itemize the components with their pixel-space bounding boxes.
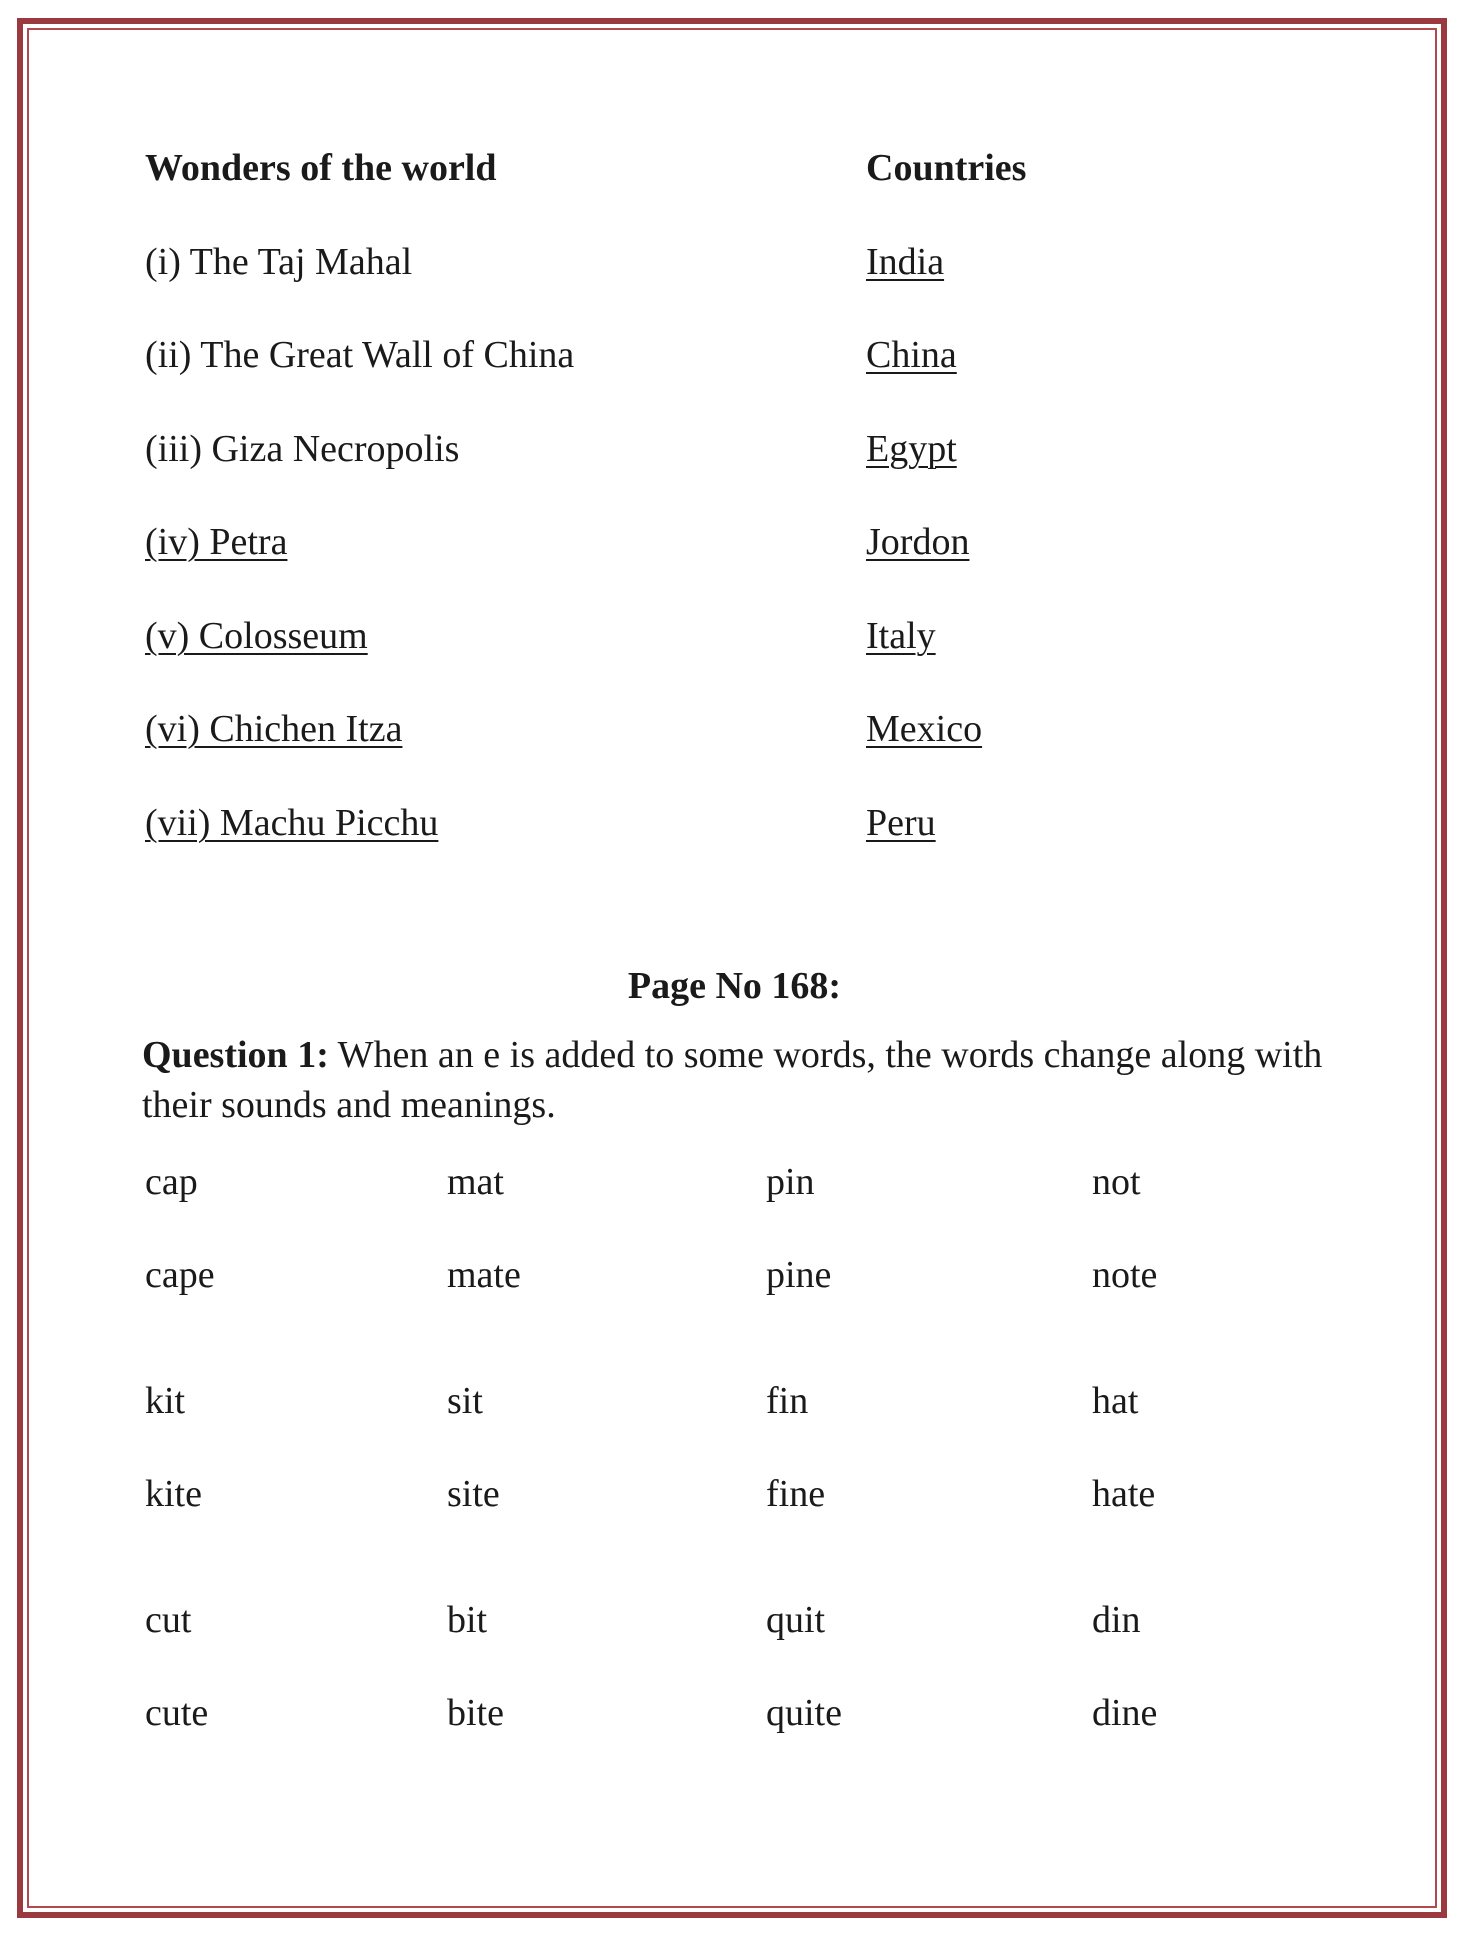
- word: not: [1092, 1161, 1141, 1203]
- wonder-3: (iii) Giza Necropolis: [145, 428, 460, 470]
- word: cape: [145, 1254, 215, 1296]
- question-1: [142, 1030, 1342, 1130]
- word: dine: [1092, 1692, 1158, 1734]
- word-row: [145, 1253, 1345, 1297]
- word: hat: [1092, 1380, 1139, 1422]
- country-1: India: [866, 241, 945, 283]
- word: cap: [145, 1161, 198, 1203]
- word-row: [145, 1598, 1345, 1642]
- wonder-1: (i) The Taj Mahal: [145, 241, 413, 283]
- country-5: Italy: [866, 615, 936, 657]
- country-2: China: [866, 334, 957, 376]
- page-heading: Page No 168:: [627, 965, 842, 1007]
- table-header-wonders: Wonders of the world: [145, 147, 497, 189]
- word-row: [145, 1472, 1345, 1516]
- wonder-6: (vi) Chichen Itza: [145, 708, 403, 750]
- word: sit: [447, 1380, 483, 1422]
- word: din: [1092, 1599, 1141, 1641]
- word-row: [145, 1379, 1345, 1423]
- word: note: [1092, 1254, 1158, 1296]
- country-4: Jordon: [866, 521, 970, 563]
- word: quit: [766, 1599, 826, 1641]
- wonder-4: (iv) Petra: [145, 521, 288, 563]
- word: fin: [766, 1380, 809, 1422]
- word: cut: [145, 1599, 192, 1641]
- word: pine: [766, 1254, 832, 1296]
- word: site: [447, 1473, 500, 1515]
- wonder-2: (ii) The Great Wall of China: [145, 334, 575, 376]
- word-row: [145, 1691, 1345, 1735]
- word: mate: [447, 1254, 521, 1296]
- word: fine: [766, 1473, 826, 1515]
- table-header-countries: Countries: [866, 147, 1027, 189]
- word: kite: [145, 1473, 202, 1515]
- word: pin: [766, 1161, 815, 1203]
- word: quite: [766, 1692, 842, 1734]
- word: cute: [145, 1692, 209, 1734]
- word: kit: [145, 1380, 186, 1422]
- word: bite: [447, 1692, 504, 1734]
- word: mat: [447, 1161, 504, 1203]
- word: bit: [447, 1599, 488, 1641]
- wonder-5: (v) Colosseum: [145, 615, 368, 657]
- wonder-7: (vii) Machu Picchu: [145, 802, 439, 844]
- country-6: Mexico: [866, 708, 983, 750]
- country-3: Egypt: [866, 428, 957, 470]
- question-label: Question 1:: [142, 1034, 329, 1076]
- question-text: When an e is added to some words, the words change along with their sounds and meanings.: [142, 1034, 1323, 1126]
- country-7: Peru: [866, 802, 936, 844]
- word-row: [145, 1160, 1345, 1204]
- word: hate: [1092, 1473, 1156, 1515]
